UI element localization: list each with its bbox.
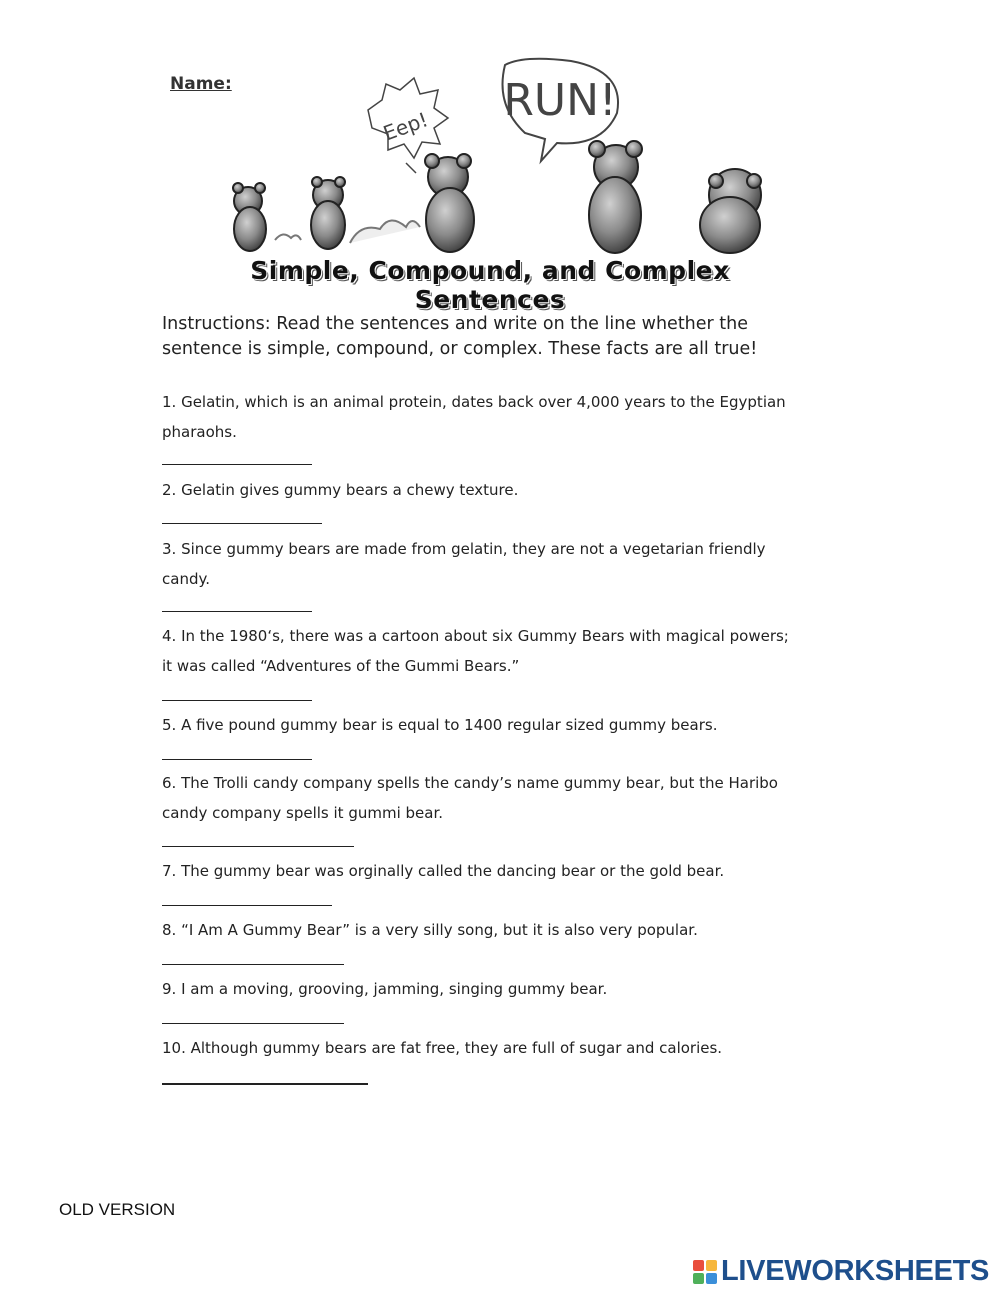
liveworksheets-logo-icon [693,1260,717,1284]
answer-line-3[interactable] [162,611,312,612]
gummy-bear-5 [700,169,761,253]
worksheet-title: Simple, Compound, and Complex Sentences [250,256,730,314]
question-9: 9. I am a moving, grooving, jamming, singing gummy bear. [162,980,608,998]
question-8: 8. “I Am A Gummy Bear” is a very silly song, but it is also very popular. [162,921,698,939]
gummy-bear-4 [589,141,642,253]
gummy-bear-3 [425,154,474,252]
eep-text: Eep! [380,107,432,146]
liveworksheets-brand[interactable] [693,1255,989,1288]
question-7: 7. The gummy bear was orginally called the dancing bear or the gold bear. [162,862,725,880]
gummy-bears-illustration [200,55,800,260]
gummy-bear-1 [233,183,266,251]
gummy-bear-2 [311,177,345,249]
answer-line-6[interactable] [162,846,354,847]
answer-line-7[interactable] [162,905,332,906]
answer-line-1[interactable] [162,464,312,465]
answer-line-10[interactable] [162,1083,368,1085]
question-4: 4. In the 1980‘s, there was a cartoon about six Gummy Bears with magical powers; it was called “Adventures of the Gummi Bears.” [162,627,789,675]
instructions: Instructions: Read the sentences and write on the line whether the sentence is simple, compound, or complex. These facts are all true! [162,314,758,359]
run-text: RUN! [503,75,617,126]
answer-line-8[interactable] [162,964,344,965]
old-version-label: OLD VERSION [59,1200,176,1219]
question-1: 1. Gelatin, which is an animal protein, dates back over 4,000 years to the Egyptian pharaohs. [162,393,786,441]
answer-line-4[interactable] [162,700,312,701]
answer-line-5[interactable] [162,759,312,760]
answer-line-9[interactable] [162,1023,344,1024]
question-10: 10. Although gummy bears are fat free, they are full of sugar and calories. [162,1039,723,1057]
question-5: 5. A five pound gummy bear is equal to 1400 regular sized gummy bears. [162,716,718,734]
question-6: 6. The Trolli candy company spells the candy’s name gummy bear, but the Haribo candy company spells it gummi bear. [162,774,778,822]
name-label: Name: [170,74,232,94]
brand-name: LIVEWORKSHEETS [721,1255,990,1287]
question-3: 3. Since gummy bears are made from gelatin, they are not a vegetarian friendly candy. [162,540,766,588]
question-2: 2. Gelatin gives gummy bears a chewy texture. [162,481,519,499]
answer-line-2[interactable] [162,523,322,524]
